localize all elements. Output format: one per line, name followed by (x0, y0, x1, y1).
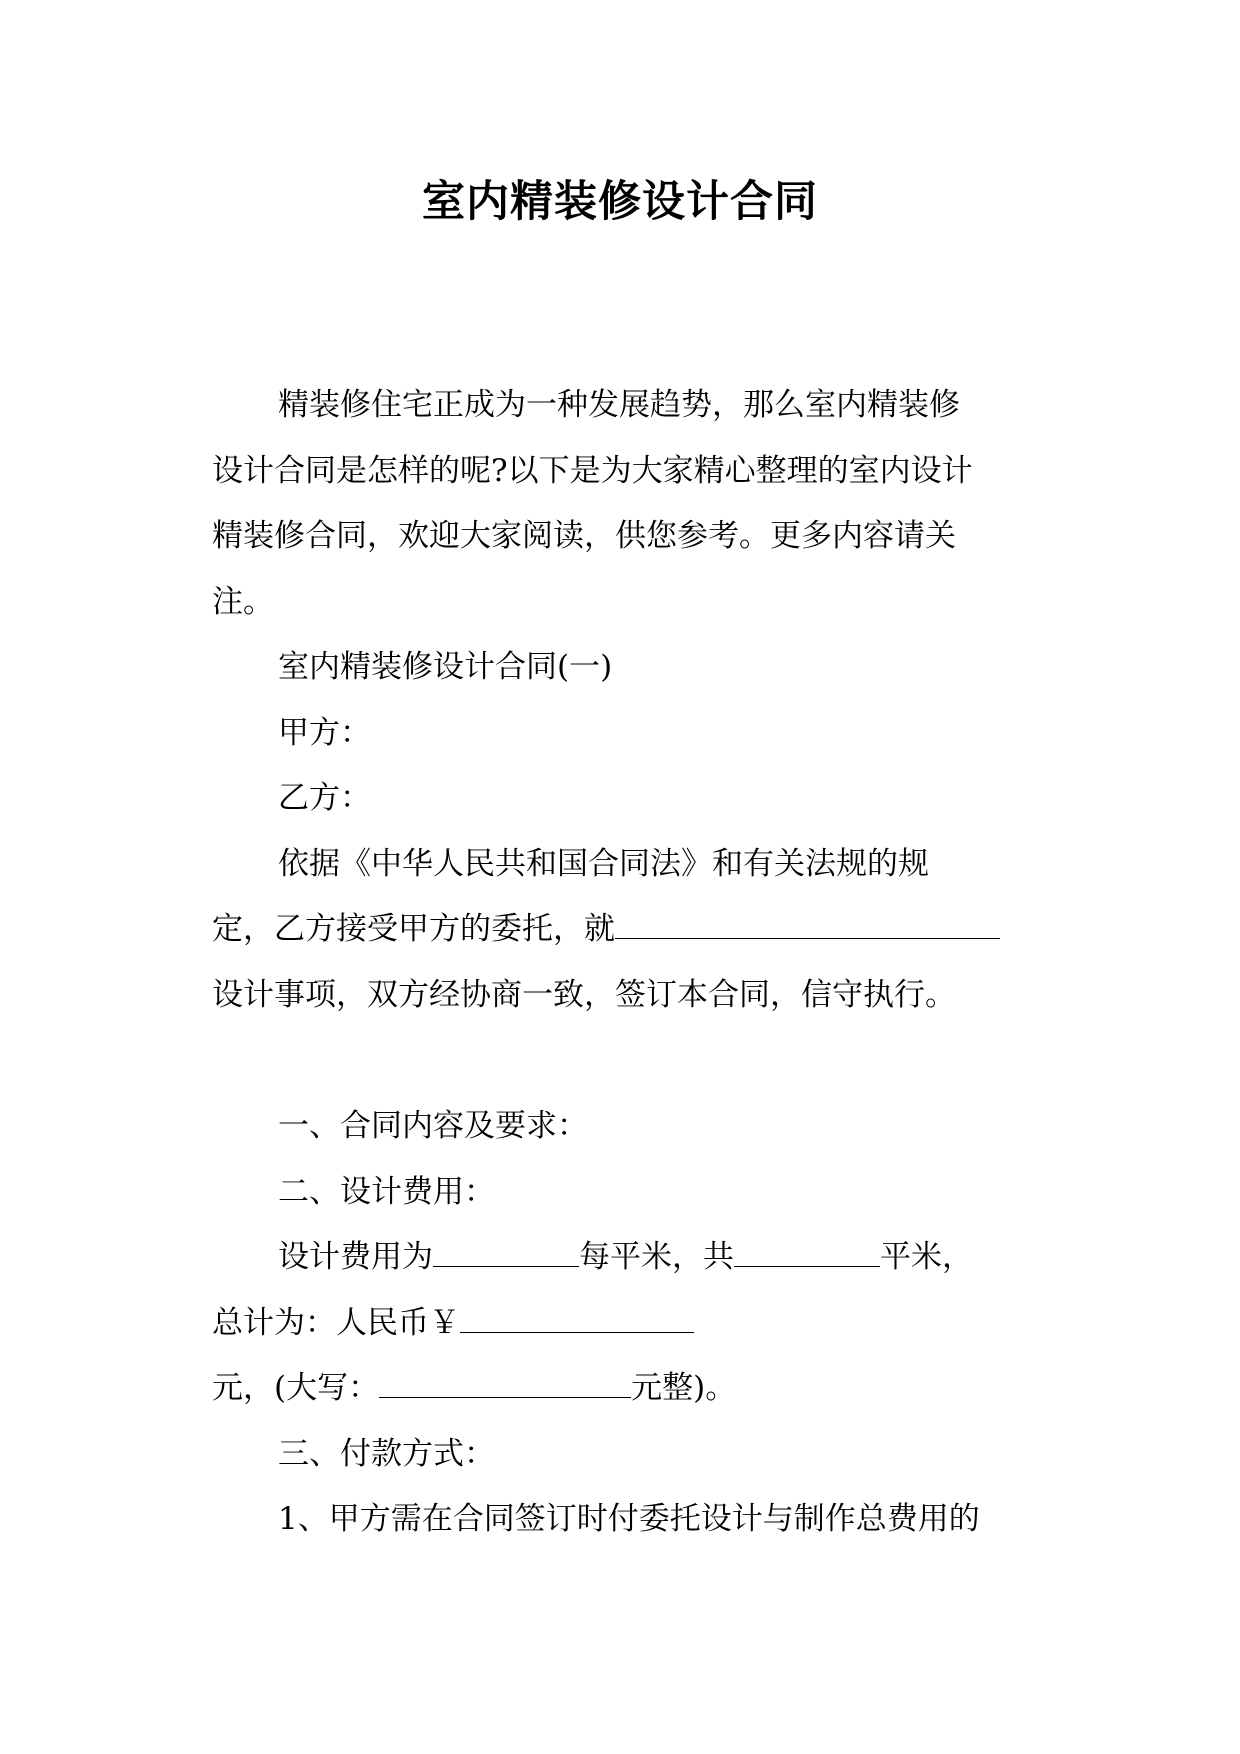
fee-line-2 (212, 1301, 1042, 1345)
basis-line-2 (212, 907, 1042, 951)
yuan-prefix: 元，(大写： (212, 1370, 380, 1406)
fee-line-3 (212, 1366, 1042, 1410)
area-blank[interactable] (734, 1236, 880, 1267)
yuan-suffix: 元整)。 (631, 1370, 737, 1406)
party-b-label: 乙方： (278, 780, 371, 816)
contract-heading: 室内精装修设计合同(一) (278, 649, 613, 685)
fee-per-sqm-blank[interactable] (433, 1236, 579, 1267)
party-a-label: 甲方： (278, 715, 371, 751)
fee-line-1 (278, 1235, 1108, 1279)
intro-line-2: 设计合同是怎样的呢?以下是为大家精心整理的室内设计 (212, 453, 973, 489)
section-3-heading: 三、付款方式： (278, 1436, 495, 1472)
payment-clause-1: 1、甲方需在合同签订时付委托设计与制作总费用的 (278, 1501, 980, 1537)
total-label: 总计为：人民币￥ (212, 1305, 460, 1341)
basis-line-2-text: 定，乙方接受甲方的委托，就 (212, 911, 615, 947)
intro-line-1: 精装修住宅正成为一种发展趋势，那么室内精装修 (278, 387, 960, 423)
basis-line-1: 依据《中华人民共和国合同法》和有关法规的规 (278, 846, 929, 882)
intro-line-3: 精装修合同，欢迎大家阅读，供您参考。更多内容请关 (212, 518, 956, 554)
intro-line-4: 注。 (212, 584, 274, 620)
total-amount-blank[interactable] (460, 1302, 694, 1333)
amount-in-words-blank[interactable] (379, 1367, 631, 1398)
basis-line-3: 设计事项，双方经协商一致，签订本合同，信守执行。 (212, 977, 956, 1013)
section-2-heading: 二、设计费用： (278, 1174, 495, 1210)
document-title: 室内精装修设计合同 (422, 177, 818, 227)
fee-text-2: 每平米，共 (579, 1239, 734, 1275)
section-1-heading: 一、合同内容及要求： (278, 1108, 588, 1144)
design-matter-blank[interactable] (615, 908, 1000, 939)
fee-text-3: 平米， (880, 1239, 973, 1275)
fee-text-1: 设计费用为 (278, 1239, 433, 1275)
